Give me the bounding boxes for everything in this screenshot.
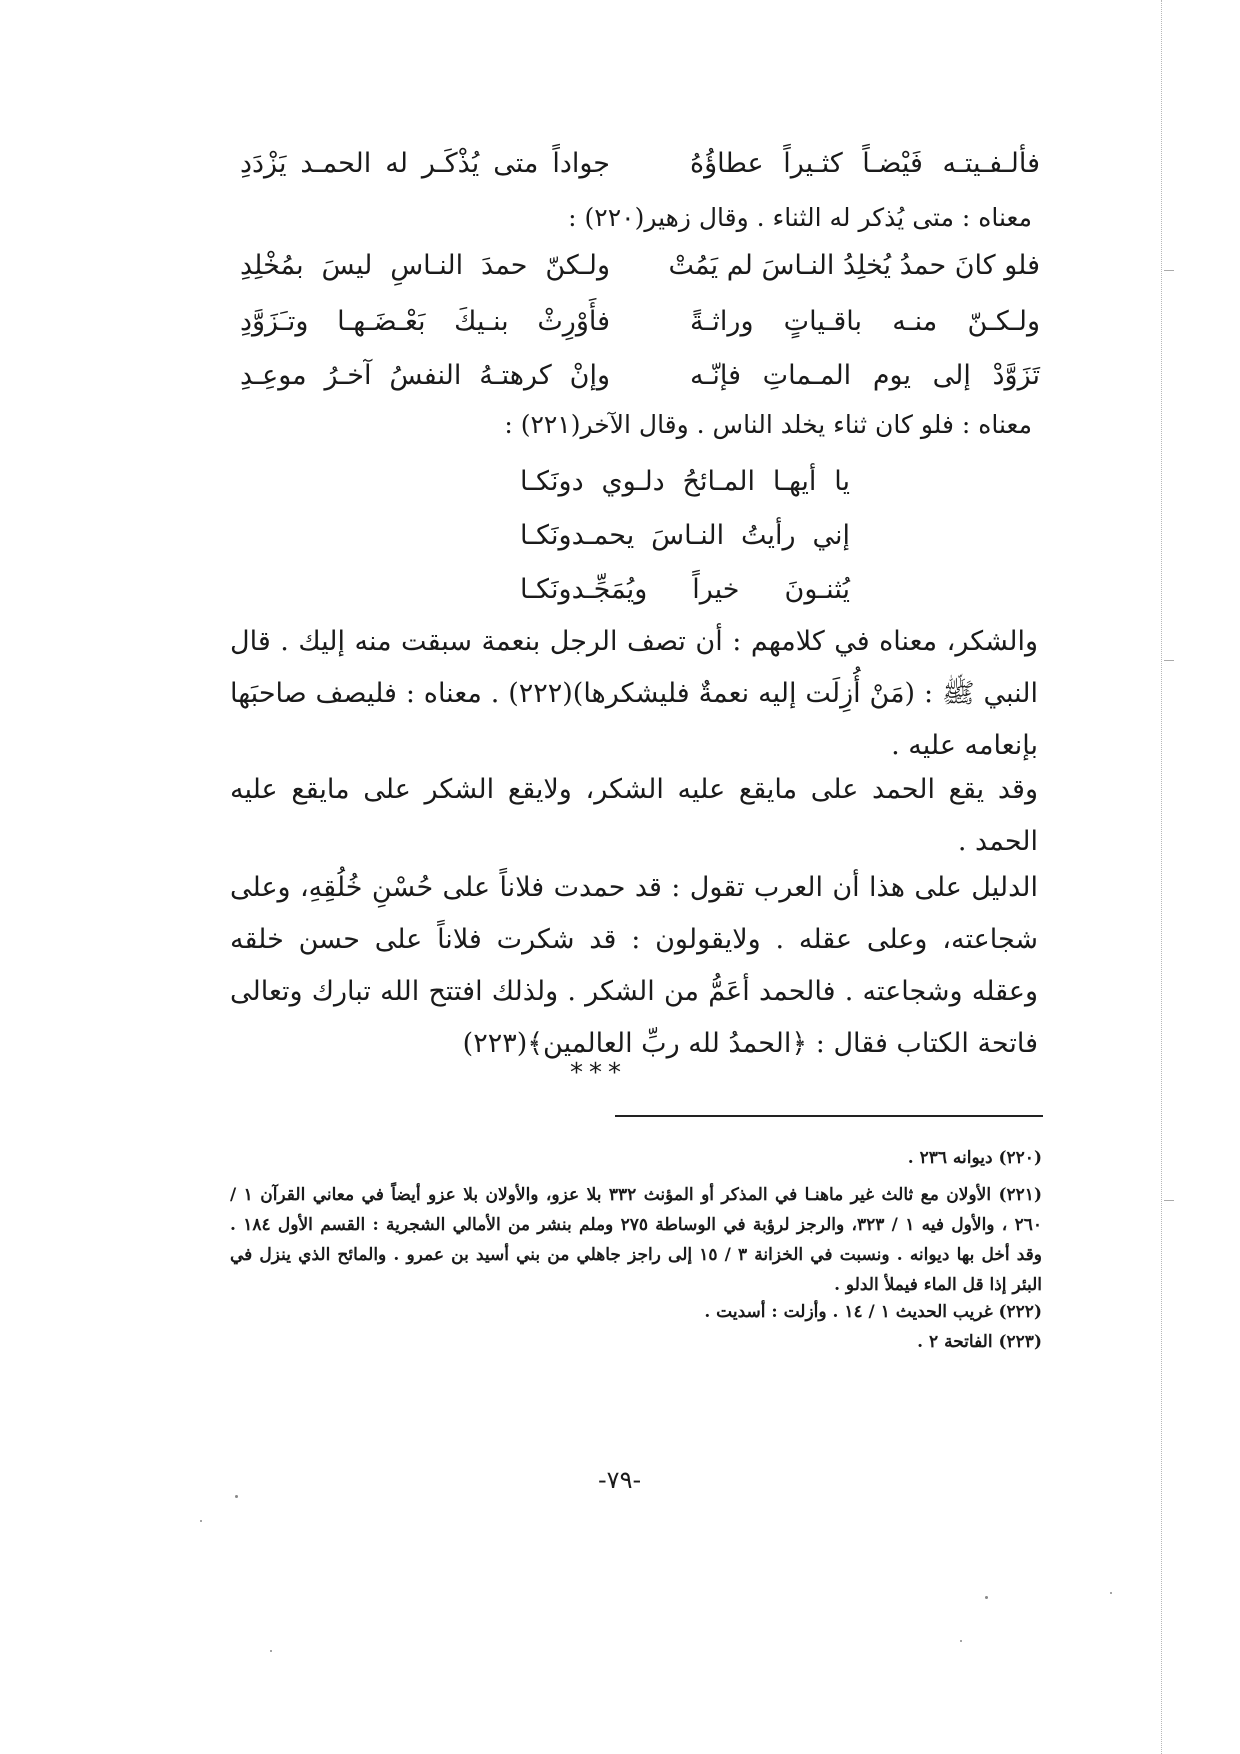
scan-edge-tick [1164, 660, 1174, 661]
verse-first-hemistich: فألـفـيتـه فَيْضـاً كثـيراً عطاؤُهُ [690, 148, 1040, 179]
footnote-rule [615, 1115, 1043, 1117]
footnote-220: (٢٢٠) ديوانه ٢٣٦ . [907, 1148, 1042, 1168]
verse-first-hemistich: ولـكـنّ منـه باقـياتٍ وراثـةً [690, 306, 1040, 337]
scan-edge-tick [1164, 270, 1174, 271]
scan-speck [235, 1495, 238, 1498]
rajaz-poem [520, 466, 850, 628]
scan-speck [985, 1596, 988, 1599]
verse-first-hemistich: تَزَوَّدْ إلى يوم المـماتِ فإنّـه [690, 360, 1040, 391]
rajaz-line: يُثنـونَ خيراً ويُمَجِّـدونَكـا [520, 574, 850, 605]
rajaz-line: إني رأيتُ النـاسَ يحمـدونَكـا [520, 520, 850, 551]
verse-line [240, 250, 1040, 302]
verse-second-hemistich: ولـكنّ حمدَ النـاسِ ليسَ بمُخْلِدِ [240, 250, 610, 281]
scan-speck [1110, 1592, 1112, 1594]
footnote-223: (٢٢٣) الفاتحة ٢ . [917, 1332, 1042, 1352]
verse-line [240, 360, 1040, 412]
scan-speck [960, 1640, 962, 1642]
rajaz-line: يا أيهـا المـائحُ دلـوي دونَكـا [520, 466, 850, 497]
verse-second-hemistich: وإنْ كرهتـهُ النفسُ آخـرُ موعِـدِ [240, 360, 610, 391]
verse-line [240, 306, 1040, 358]
footnote-221: (٢٢١) الأولان مع ثالث غير ماهنـا في المذكر أو المؤنث ٣٣٢ بلا عزو، والأولان بلا عزو أيضاً في معاني القرآن ١ / ٢٦٠ ، والأول فيه ١ / ٣٢٣، والرجز لرؤبة في الوساطة ٢٧٥ وملم بنشر من الأمالي الشجرية : القسم الأول ١٨٤ . وقد أخل بها ديوانه . ونسبت في الخزانة ٣ / ١٥ إلى راجز جاهلي من بني أسيد بن عمرو . والمائح الذي ينزل في البئر إذا قل الماء فيملأ الدلو . [230, 1185, 1042, 1295]
page-number: -٧٩- [598, 1466, 642, 1494]
verse-second-hemistich: فأَوْرِثْ بنـيكَ بَعْـضَـهـا وتـَزَوَّدِ [240, 306, 610, 337]
meaning-line: معناه : متى يُذكر له الثناء . وقال زهير(٢٢٠) : [568, 203, 1032, 232]
footnote-222: (٢٢٢) غريب الحديث ١ / ١٤ . وأزلت : أسديت . [704, 1302, 1042, 1322]
paragraph-evidence: الدليل على هذا أن العرب تقول : قد حمدت فلاناً على حُسْنِ خُلُقِهِ، وعلى شجاعته، وعلى عقله . ولايقولون : قد شكرت فلاناً على حسن خلقه وعقله وشجاعته . فالحمد أعَمُّ من الشكر . ولذلك افتتح الله تبارك وتعالى فاتحة الكتاب فقال : ﴿الحمدُ لله ربِّ العالمين﴾(٢٢٣) [230, 872, 1038, 1059]
scan-speck [200, 1520, 202, 1522]
meaning-line: معناه : فلو كان ثناء يخلد الناس . وقال الآخر(٢٢١) : [504, 410, 1032, 439]
scan-edge-tick [1164, 1200, 1174, 1201]
verse-second-hemistich: جواداً متى يُذْكَـر له الحمـد يَزْدَدِ [240, 148, 610, 179]
verse-line [240, 148, 1040, 200]
scan-edge-line [1161, 0, 1163, 1754]
section-separator: *** [570, 1058, 627, 1088]
scan-speck [270, 1650, 272, 1652]
verse-first-hemistich: فلو كانَ حمدُ يُخلِدُ النـاسَ لم يَمُتْ [668, 250, 1040, 281]
paragraph-shukr: والشكر، معناه في كلامهم : أن تصف الرجل بنعمة سبقت منه إليك . قال النبي ﷺ : (مَنْ أُزِلَت إليه نعمةٌ فليشكرها)(٢٢٢) . معناه : فليصف صاحبَها بإنعامه عليه . [230, 626, 1038, 761]
paragraph-hamd: وقد يقع الحمد على مايقع عليه الشكر، ولايقع الشكر على مايقع عليه الحمد . [230, 774, 1038, 857]
